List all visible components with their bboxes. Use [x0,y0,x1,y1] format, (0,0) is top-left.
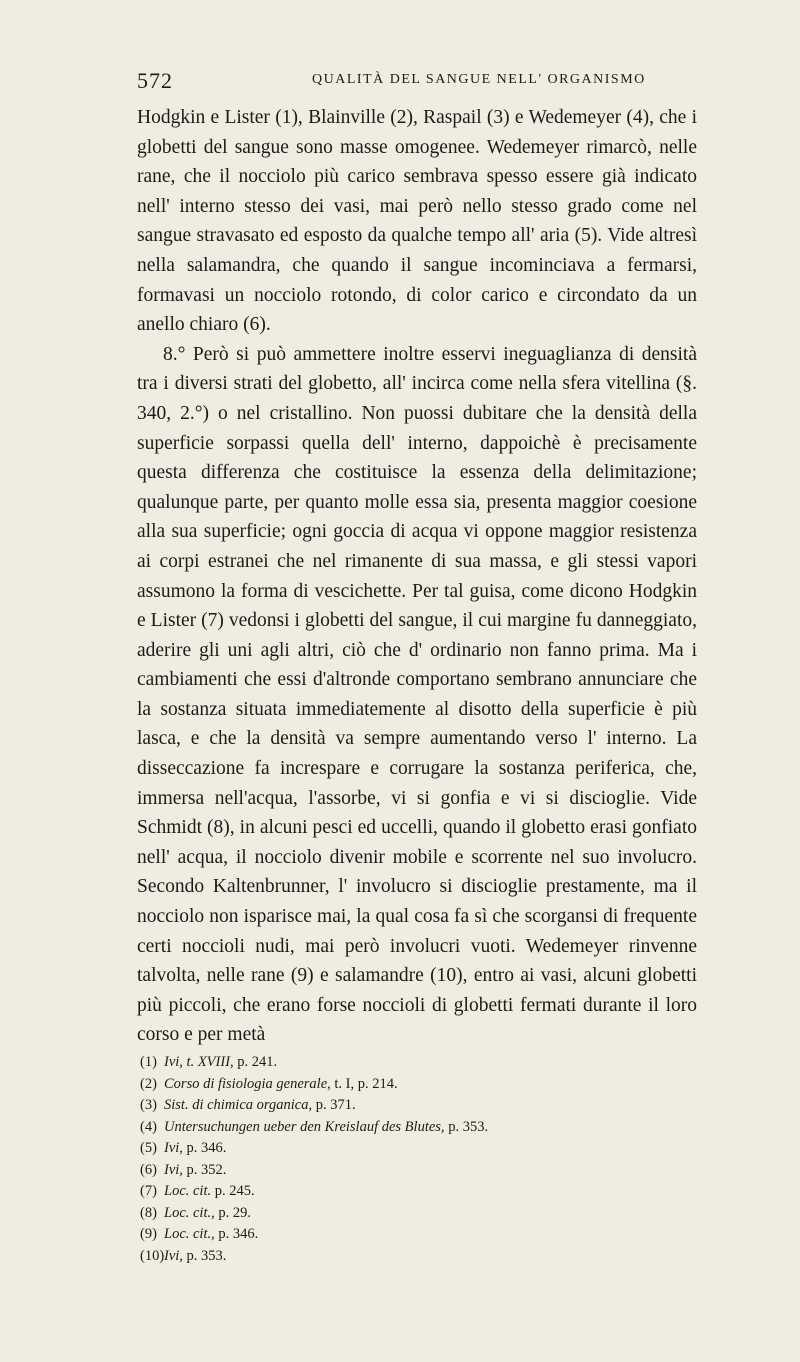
footnote [140,1117,700,1139]
footnote [140,1224,700,1246]
footnote-source: Loc. cit., [164,1226,215,1242]
footnote [140,1246,700,1268]
footnote-mark: (1) [140,1054,157,1070]
footnote-mark: (4) [140,1118,157,1135]
page-number: 572 [137,68,173,93]
body-text [137,103,697,1050]
footnote-source: Loc. cit. [164,1183,212,1199]
footnote-mark: (6) [140,1161,157,1178]
footnote-source: Sist. di chimica organica, [164,1097,313,1113]
footnote-source: Ivi, [164,1140,183,1156]
page-header [137,68,697,92]
footnote-source: Ivi, t. XVIII, [164,1054,234,1070]
paragraph: 8.° Però si può ammettere inoltre esservi ineguaglianza di densità tra i diversi strati del globetto, all' incirca come nella sfera vitellina (§. 340, 2.°) o nel cristallino. Non puossi dubitare che la densità della superficie sorpassi quella dell' interno, dappoichè è precisamente questa differenza che costituisce la essenza della delimitazione; qualunque parte, per quanto molle essa sia, presenta maggior coesione alla sua superficie; ogni goccia di acqua vi oppone maggior resistenza ai corpi estranei che nel rimanente di sua massa, e gli stessi vapori assumono la forma di vescichette. Per tal guisa, come dicono Hodgkin e Lister (7) vedonsi i globetti del sangue, il cui margine fu danneggiato, aderire gli uni agli altri, ciò che d' ordinario non fanno prima. Ma i cambiamenti che essi d'altronde comportano sembrano annunciare che la sostanza situata immediatemente al disotto della superficie è più lasca, e che la densità va sempre aumentando verso l' interno. La disseccazione fa increspare e corrugare la sostanza periferica, che, immersa nell'acqua, l'assorbe, vi si gonfia e vi si discioglie. Vide Schmidt (8), in alcuni pesci ed uccelli, quando il globetto erasi gonfiato nell' acqua, il nocciolo divenir mobile e scorrente nel suo involucro. Secondo Kaltenbrunner, l' involucro si discioglie prestamente, ma il nocciolo non isparisce mai, la qual cosa fa sì che scorgansi di frequente certi noccioli nudi, mai però involucri vuoti. Wedemeyer rinvenne talvolta, nelle rane (9) e salamandre (10), entro ai vasi, alcuni globetti più piccoli, che erano forse noccioli di globetti fermati durante il loro corso e per metà [137,343,697,1046]
footnotes [140,1052,700,1267]
footnote-page: p. 245. [211,1183,255,1199]
footnote-mark: (2) [140,1075,157,1092]
footnote-page: t. I, p. 214. [330,1075,398,1092]
paragraph: Hodgkin e Lister (1), Blainville (2), Raspail (3) e Wedemeyer (4), che i globetti del sangue sono masse omogenee. Wedemeyer rimarcò, nelle rane, che il nocciolo più carico sembrava spesso essere già indicato nell' interno stesso dei vasi, mai però nello stesso grado come nel sangue stravasato ed esposto da qualche tempo all' aria (5). Vide altresì nella salamandra, che quando il sangue incominciava a fermarsi, formavasi un nocciolo rotondo, di color carico e circondato da un anello chiaro (6). [137,107,697,336]
footnote-source: Untersuchungen ueber den Kreislauf des Blutes, [164,1118,445,1135]
footnote [140,1095,700,1117]
footnote [140,1203,700,1225]
footnote-source: Ivi, [164,1247,183,1264]
footnote-page: p. 241. [233,1054,278,1070]
footnote [140,1138,700,1160]
footnote-mark: (5) [140,1140,157,1156]
footnote [140,1160,700,1182]
footnote-page: p. 353. [444,1118,489,1135]
footnote-page: p. 346. [214,1226,259,1242]
footnote-page: p. 352. [182,1161,227,1178]
footnote [140,1052,700,1074]
footnote-mark: (3) [140,1097,157,1113]
footnote-page: p. 29. [214,1204,251,1221]
footnote-mark: (8) [140,1204,157,1221]
footnote [140,1074,700,1096]
footnote-source: Ivi, [164,1161,183,1178]
footnote-page: p. 353. [182,1247,227,1264]
footnote-page: p. 346. [182,1140,227,1156]
footnote-mark: (9) [140,1226,157,1242]
footnote-mark: (10) [140,1247,165,1264]
footnote [140,1181,700,1203]
footnote-source: Loc. cit., [164,1204,215,1221]
footnote-mark: (7) [140,1183,157,1199]
footnote-source: Corso di fisiologia generale, [164,1075,331,1092]
footnote-page: p. 371. [312,1097,356,1113]
running-title: QUALITÀ DEL SANGUE NELL' ORGANISMO [312,72,646,87]
